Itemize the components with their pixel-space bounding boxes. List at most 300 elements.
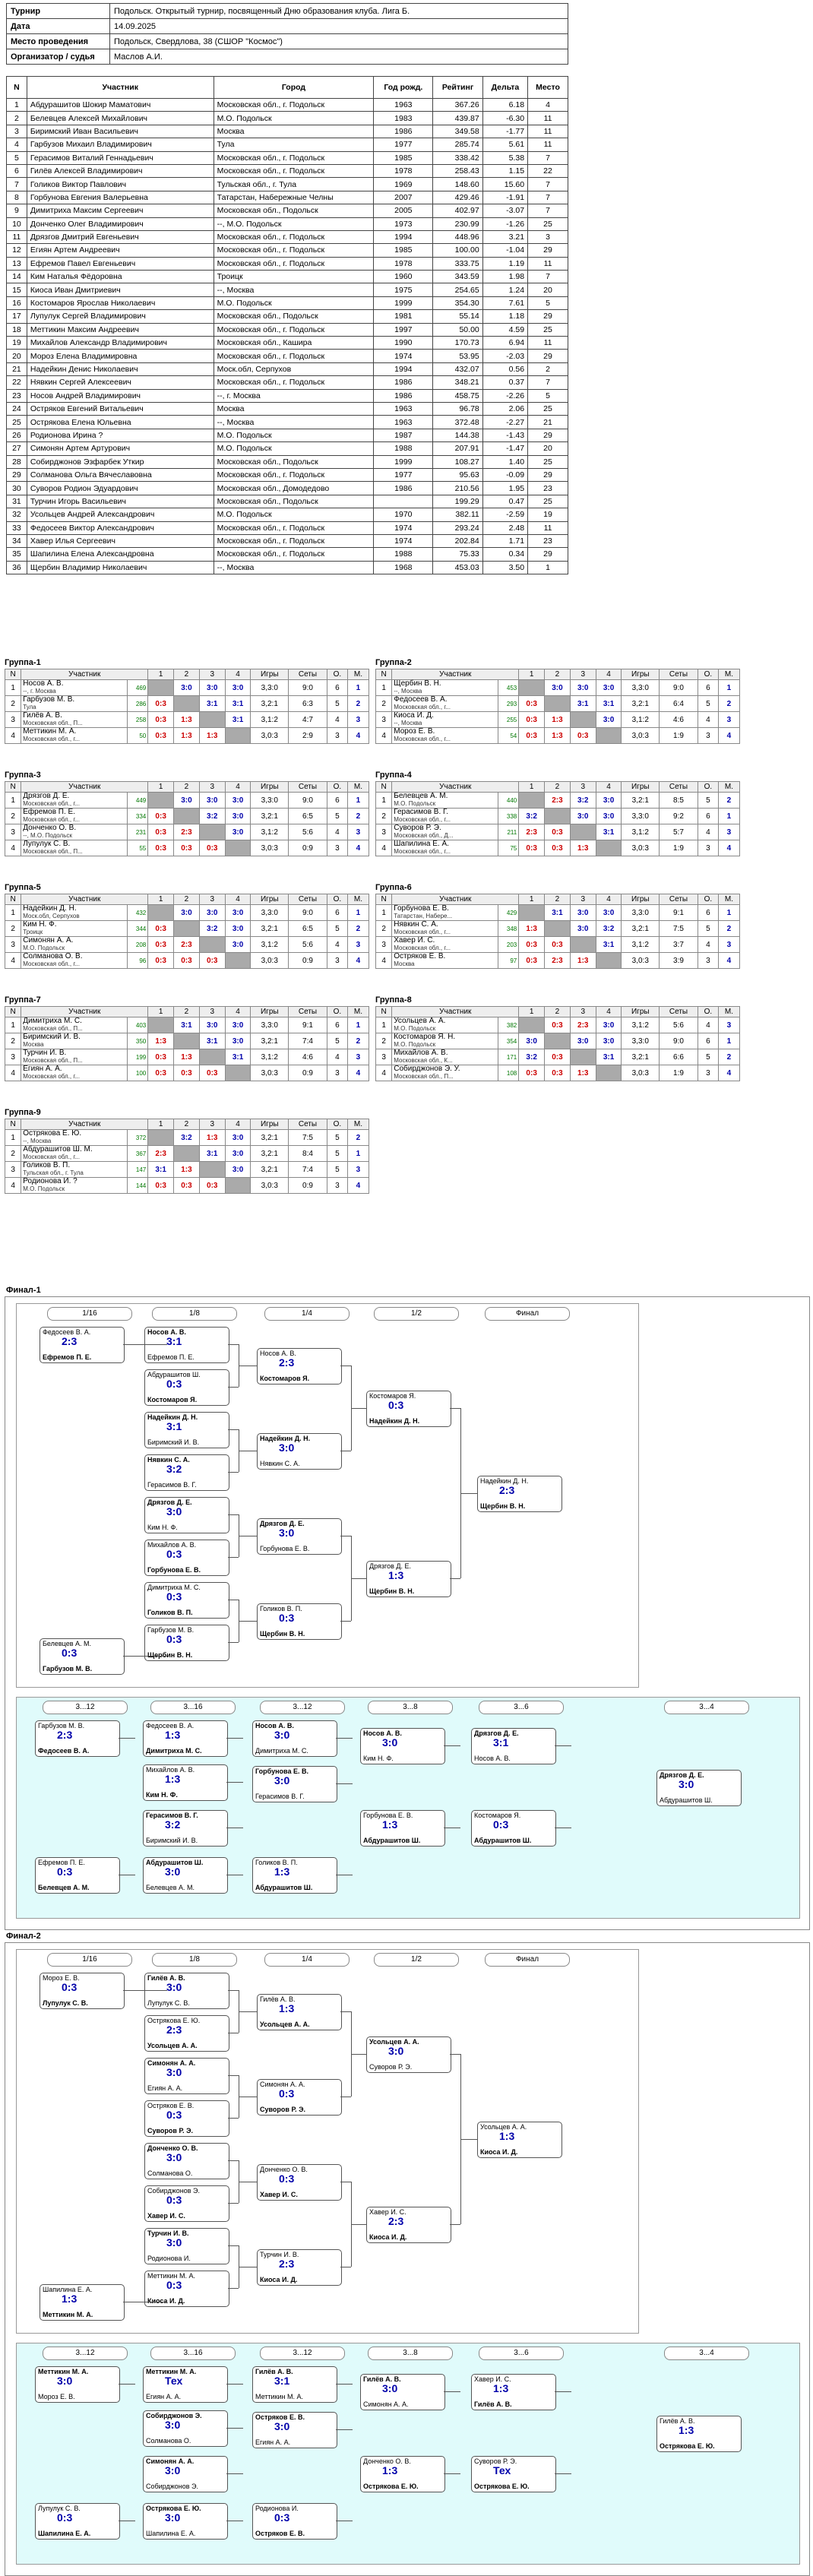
group-header-cell: N (5, 669, 21, 680)
player-cell: 6.18 (482, 99, 527, 112)
match-score: 0:3 (155, 1181, 166, 1190)
player-cell: 23 (528, 534, 568, 547)
self-cell (199, 824, 225, 840)
match-player-b: Хавер И. С. (147, 2212, 185, 2220)
player-cell: 1963 (374, 402, 433, 415)
match-cell (148, 824, 174, 840)
participant-name (21, 1017, 128, 1033)
group-header-cell: Участник (392, 669, 519, 680)
bracket-match (257, 1603, 342, 1640)
participant-city: Московская обл., г... (394, 816, 451, 823)
participant-city: Московская обл., П... (23, 720, 83, 726)
group-header-cell: М. (718, 894, 739, 905)
player-cell: 22 (528, 164, 568, 177)
match-player-b: Симонян А. А. (363, 2400, 409, 2408)
match-score: 1:3 (577, 956, 589, 965)
points: 5 (327, 1146, 347, 1162)
place (347, 953, 369, 969)
match-score: 1:3 (207, 731, 218, 740)
match-cell (199, 953, 225, 969)
round-caption: 1/4 (264, 1307, 350, 1321)
match-score: 3:0 (603, 1036, 615, 1046)
connector-line (351, 1408, 366, 1409)
self-cell (148, 793, 174, 809)
games: 3,0:3 (251, 953, 289, 969)
player-cell: 5 (528, 296, 568, 309)
match-score: 1:3 (181, 731, 192, 740)
match-score: 3:2 (207, 924, 218, 933)
match-score: 1:3 (279, 2002, 295, 2014)
match-player-a: Дрязгов Д. Е. (369, 1562, 411, 1570)
sets: 5:6 (289, 937, 327, 953)
match-cell (174, 1065, 200, 1081)
match-cell (596, 921, 622, 937)
participant-fullname: Носов А. В. (23, 679, 64, 688)
player-cell: Московская обл., г. Подольск (214, 350, 374, 362)
place-value: 3 (356, 715, 361, 724)
match-cell (545, 840, 571, 856)
connector-line (351, 1578, 366, 1579)
match-cell (199, 840, 225, 856)
place (718, 824, 739, 840)
match-player-b: Ефремов П. Е. (147, 1353, 195, 1361)
sets: 7:4 (289, 1162, 327, 1178)
connector-line (340, 1621, 351, 1622)
group-row (376, 793, 740, 809)
player-cell: 2.06 (482, 402, 527, 415)
sets: 6:4 (660, 696, 698, 712)
connector-line (450, 2224, 460, 2225)
player-cell: 333.75 (433, 257, 482, 270)
participant-rating: 338 (498, 809, 519, 824)
games: 3,0:3 (622, 953, 660, 969)
player-cell: 3 (7, 125, 27, 138)
match-cell (148, 712, 174, 728)
group-header-cell: Сеты (660, 894, 698, 905)
place-value: 2 (356, 812, 361, 821)
round-caption: 1/2 (374, 1953, 459, 1967)
participant-name (21, 1049, 128, 1065)
bracket-match (144, 2228, 229, 2264)
match-score: 3:2 (207, 812, 218, 821)
player-cell: -3.07 (482, 204, 527, 217)
match-player-a: Дрязгов Д. Е. (260, 1520, 305, 1527)
match-score: 3:0 (382, 1736, 398, 1748)
player-cell: 100.00 (433, 244, 482, 257)
player-cell: 1.95 (482, 482, 527, 495)
group-header-cell: 2 (545, 1007, 571, 1017)
player-cell: 14 (7, 271, 27, 283)
match-cell (570, 953, 596, 969)
group-row (376, 921, 740, 937)
group-table (5, 1119, 369, 1194)
match-score: 0:3 (207, 843, 218, 853)
match-score: 3:0 (181, 683, 192, 692)
group-header-cell: 2 (174, 782, 200, 793)
self-cell (174, 1146, 200, 1162)
player-cell: Абдурашитов Шокир Маматович (27, 99, 214, 112)
match-player-b: Белевцев А. М. (146, 1884, 195, 1891)
sets: 1:9 (660, 840, 698, 856)
group-header-row (376, 894, 740, 905)
participant-fullname: Киоса И. Д. (394, 711, 434, 720)
match-score: 0:3 (552, 1068, 563, 1078)
round-caption: 3...4 (664, 1701, 749, 1714)
match-score: 3:2 (181, 1133, 192, 1142)
place-value: 2 (356, 699, 361, 708)
sets: 8:5 (660, 793, 698, 809)
player-cell: 3 (528, 230, 568, 243)
participant-city: Тула (23, 704, 36, 710)
player-cell: 402.97 (433, 204, 482, 217)
player-cell: 1.71 (482, 534, 527, 547)
player-cell: 1 (528, 561, 568, 574)
participant-name (21, 696, 128, 712)
participant-city: --, г. Москва (23, 688, 56, 695)
place-value: 1 (726, 812, 732, 821)
points: 5 (698, 696, 718, 712)
group-row-number: 4 (5, 1178, 21, 1194)
player-cell: Московская обл., Подольск (214, 204, 374, 217)
points: 6 (698, 1033, 718, 1049)
place-value: 2 (726, 1052, 732, 1062)
match-score: 3:0 (165, 2511, 181, 2524)
place (347, 1130, 369, 1146)
sets: 7:5 (660, 921, 698, 937)
player-row (7, 271, 568, 283)
player-cell: -2.26 (482, 389, 527, 402)
player-cell: -2.27 (482, 416, 527, 429)
match-score: 3:1 (232, 1052, 244, 1062)
match-player-a: Хавер И. С. (474, 2375, 511, 2383)
participant-rating: 293 (498, 696, 519, 712)
match-player-b: Костомаров Я. (147, 1396, 198, 1404)
match-score: 0:3 (155, 699, 166, 708)
points: 3 (327, 840, 347, 856)
player-row (7, 125, 568, 138)
group-header-cell: Игры (251, 782, 289, 793)
place (718, 712, 739, 728)
match-score: 1:3 (155, 1036, 166, 1046)
connector-line (226, 2428, 243, 2429)
match-score: 3:1 (603, 940, 615, 949)
points: 3 (327, 728, 347, 744)
player-cell: -1.77 (482, 125, 527, 138)
group-header-cell: N (376, 782, 392, 793)
match-cell (225, 921, 251, 937)
match-player-a: Гилёв А. В. (147, 1974, 185, 1982)
group-9 (5, 1108, 369, 1194)
player-cell: Надейкин Денис Николаевич (27, 362, 214, 375)
group-header-cell: М. (347, 894, 369, 905)
group-header-row (5, 1119, 369, 1130)
group-header-cell: 3 (199, 782, 225, 793)
player-cell: 96.78 (433, 402, 482, 415)
player-cell: 372.48 (433, 416, 482, 429)
match-player-a: Гилёв А. В. (260, 1995, 296, 2003)
player-cell: 12 (7, 244, 27, 257)
group-header-row (5, 669, 369, 680)
group-row-number: 3 (5, 712, 21, 728)
connector-line (336, 2384, 353, 2385)
participant-city: Московская обл., г... (23, 1154, 80, 1160)
place (347, 824, 369, 840)
participant-city: М.О. Подольск (23, 945, 65, 951)
match-score: 3:1 (603, 828, 615, 837)
match-player-a: Донченко О. В. (260, 2166, 308, 2173)
self-cell (596, 953, 622, 969)
points: 4 (327, 824, 347, 840)
info-key: Дата (7, 19, 110, 34)
match-player-b: Усольцев А. А. (260, 2021, 310, 2028)
participant-fullname: Лупулук С. В. (23, 840, 71, 848)
self-cell (148, 680, 174, 696)
place-value: 3 (726, 715, 732, 724)
match-score: 2:3 (388, 2215, 404, 2227)
match-score: 0:3 (155, 715, 166, 724)
column-header: Место (528, 77, 568, 99)
column-header: Город (214, 77, 374, 99)
place-value: 4 (356, 1181, 361, 1190)
self-cell (545, 696, 571, 712)
group-header-cell: 1 (519, 894, 545, 905)
match-cell (225, 680, 251, 696)
match-cell (570, 1033, 596, 1049)
match-score: 1:3 (388, 1569, 404, 1581)
match-score: 0:3 (155, 828, 166, 837)
sets: 5:7 (660, 824, 698, 840)
player-cell: Димитриха Максим Сергеевич (27, 204, 214, 217)
self-cell (545, 809, 571, 824)
player-cell: 15 (7, 283, 27, 296)
match-player-a: Носов А. В. (255, 1722, 294, 1729)
match-player-a: Михайлов А. В. (147, 1541, 197, 1549)
player-cell: 11 (7, 230, 27, 243)
player-cell: --, г. Москва (214, 389, 374, 402)
match-score: 3:0 (207, 796, 218, 805)
round-caption: 1/16 (47, 1307, 132, 1321)
player-cell: 1968 (374, 561, 433, 574)
match-player-b: Ким Н. Ф. (363, 1755, 394, 1762)
points: 4 (698, 937, 718, 953)
participant-rating: 144 (128, 1178, 148, 1194)
player-row (7, 416, 568, 429)
player-cell: 2 (528, 362, 568, 375)
player-cell: Татарстан, Набережные Челны (214, 191, 374, 204)
connector-line (119, 1738, 135, 1739)
match-player-b: Голиков В. П. (147, 1609, 193, 1616)
player-cell: Гарбузов Михаил Владимирович (27, 138, 214, 151)
player-cell: 20 (528, 442, 568, 455)
group-row (376, 680, 740, 696)
round-caption: 3...12 (43, 2347, 128, 2360)
match-score: 3:0 (526, 1036, 537, 1046)
self-cell (199, 937, 225, 953)
group-header-cell: 1 (148, 1119, 174, 1130)
group-table (5, 669, 369, 744)
bracket-match (477, 2122, 562, 2158)
match-player-a: Хавер И. С. (369, 2208, 406, 2216)
games: 3,0:3 (251, 1065, 289, 1081)
group-row-number: 4 (5, 953, 21, 969)
final-title: Финал-1 (6, 1286, 41, 1295)
match-player-a: Федосеев В. А. (43, 1328, 91, 1336)
match-score: 3:0 (603, 908, 615, 917)
match-score: 0:3 (181, 1181, 192, 1190)
match-player-a: Носов А. В. (363, 1729, 402, 1737)
place-value: 3 (356, 1052, 361, 1062)
participant-fullname: Голиков В. П. (23, 1161, 71, 1169)
player-cell: 432.07 (433, 362, 482, 375)
games: 3,3:0 (622, 1033, 660, 1049)
participant-rating: 350 (128, 1033, 148, 1049)
match-score: 3:0 (165, 2419, 181, 2431)
place (347, 696, 369, 712)
group-header-cell: Игры (251, 894, 289, 905)
match-player-b: Щербин В. Н. (369, 1587, 415, 1595)
match-score: 3:1 (603, 699, 615, 708)
participant-city: --, Москва (23, 1138, 52, 1144)
match-player-b: Киоса И. Д. (260, 2276, 298, 2283)
match-score: 0:3 (166, 1378, 182, 1390)
participant-city: М.О. Подольск (23, 1185, 65, 1192)
match-player-a: Герасимов В. Г. (146, 1812, 198, 1819)
points: 5 (327, 696, 347, 712)
match-score: 1:3 (382, 2464, 398, 2476)
match-score: 2:3 (181, 940, 192, 949)
player-cell: 23 (528, 482, 568, 495)
consolation-match (360, 1810, 445, 1847)
match-score: 3:1 (493, 1736, 509, 1748)
participant-name (392, 809, 498, 824)
match-score: 2:3 (552, 956, 563, 965)
player-cell: 1988 (374, 442, 433, 455)
participant-fullname: Щербин В. Н. (394, 679, 441, 688)
player-cell: Московская обл., г. Подольск (214, 521, 374, 534)
match-player-b: Щербин В. Н. (480, 1502, 526, 1510)
player-cell: 1985 (374, 151, 433, 164)
match-player-b: Егиян А. А. (255, 2438, 291, 2446)
participant-rating: 453 (498, 680, 519, 696)
player-cell: Михайлов Александр Владимирович (27, 337, 214, 350)
bracket-match (144, 1327, 229, 1363)
match-cell (596, 1033, 622, 1049)
match-score: 1:3 (62, 2293, 78, 2305)
group-row-number: 3 (5, 937, 21, 953)
match-cell (225, 824, 251, 840)
round-caption: 3...12 (260, 2347, 345, 2360)
round-caption: 3...4 (664, 2347, 749, 2360)
player-cell: Московская обл., г. Подольск (214, 548, 374, 561)
group-row-number: 2 (376, 921, 392, 937)
player-cell: --, Москва (214, 561, 374, 574)
bracket-match (257, 1433, 342, 1470)
player-cell: Московская обл., г. Подольск (214, 164, 374, 177)
consolation-match (35, 1857, 120, 1894)
bracket-match (144, 2143, 229, 2179)
match-score: 3:0 (165, 1866, 181, 1878)
participant-rating: 75 (498, 840, 519, 856)
bracket-match (257, 1348, 342, 1385)
player-cell: 29 (528, 468, 568, 481)
player-cell: 28 (7, 455, 27, 468)
group-header-cell: 3 (199, 669, 225, 680)
participant-fullname: Костомаров Я. Н. (394, 1033, 456, 1041)
place (347, 840, 369, 856)
bracket-match (257, 1518, 342, 1555)
participant-city: Московская обл., П... (394, 1073, 454, 1080)
self-cell (570, 712, 596, 728)
group-2 (375, 658, 740, 744)
player-cell: 1.19 (482, 257, 527, 270)
sets: 9:0 (660, 1033, 698, 1049)
match-player-a: Донченко О. В. (363, 2457, 411, 2465)
player-cell: 4 (528, 99, 568, 112)
participant-fullname: Мороз Е. В. (394, 727, 435, 736)
sets: 9:1 (660, 905, 698, 921)
place-value: 1 (356, 908, 361, 917)
player-cell: 1 (7, 99, 27, 112)
place-value: 1 (726, 1036, 732, 1046)
participant-name (21, 824, 128, 840)
participant-name (392, 905, 498, 921)
group-header-cell: 3 (199, 894, 225, 905)
player-cell: Герасимов Виталий Геннадьевич (27, 151, 214, 164)
participant-name (392, 840, 498, 856)
self-cell (225, 953, 251, 969)
match-player-b: Горбунова Е. В. (147, 1566, 201, 1574)
connector-line (119, 2384, 135, 2385)
points: 6 (327, 1017, 347, 1033)
group-header-cell: N (5, 894, 21, 905)
player-cell: 170.73 (433, 337, 482, 350)
match-player-b: Собирджонов Э. (146, 2483, 198, 2490)
match-player-a: Симонян А. А. (146, 2457, 195, 2465)
games: 3,1:2 (251, 712, 289, 728)
round-caption: 1/16 (47, 1953, 132, 1967)
player-cell: Москва (214, 402, 374, 415)
match-cell (519, 953, 545, 969)
group-header-cell: Участник (392, 782, 519, 793)
player-cell: 453.03 (433, 561, 482, 574)
match-player-a: Собирджонов Э. (146, 2412, 202, 2419)
match-player-b: Шапилина Е. А. (38, 2530, 91, 2537)
player-cell: Московская обл., Подольск (214, 310, 374, 323)
match-cell (199, 696, 225, 712)
sets: 3:7 (660, 937, 698, 953)
group-row-number: 4 (5, 1065, 21, 1081)
place (718, 680, 739, 696)
player-cell: 2005 (374, 204, 433, 217)
match-score: 3:0 (166, 2151, 182, 2163)
player-row (7, 191, 568, 204)
match-score: 0:3 (166, 2279, 182, 2291)
player-cell: 2 (7, 112, 27, 125)
match-cell (148, 921, 174, 937)
match-cell (545, 1065, 571, 1081)
place (718, 793, 739, 809)
points: 6 (698, 680, 718, 696)
match-score: 1:3 (207, 1133, 218, 1142)
match-player-a: Родионова И. (255, 2505, 299, 2512)
group-header-cell: 1 (519, 669, 545, 680)
self-cell (596, 840, 622, 856)
self-cell (199, 712, 225, 728)
consolation-match (252, 2366, 337, 2403)
participant-city: Московская обл., П... (23, 1025, 83, 1032)
match-player-b: Меттикин М. А. (255, 2393, 304, 2400)
match-score: 0:3 (279, 1612, 295, 1624)
